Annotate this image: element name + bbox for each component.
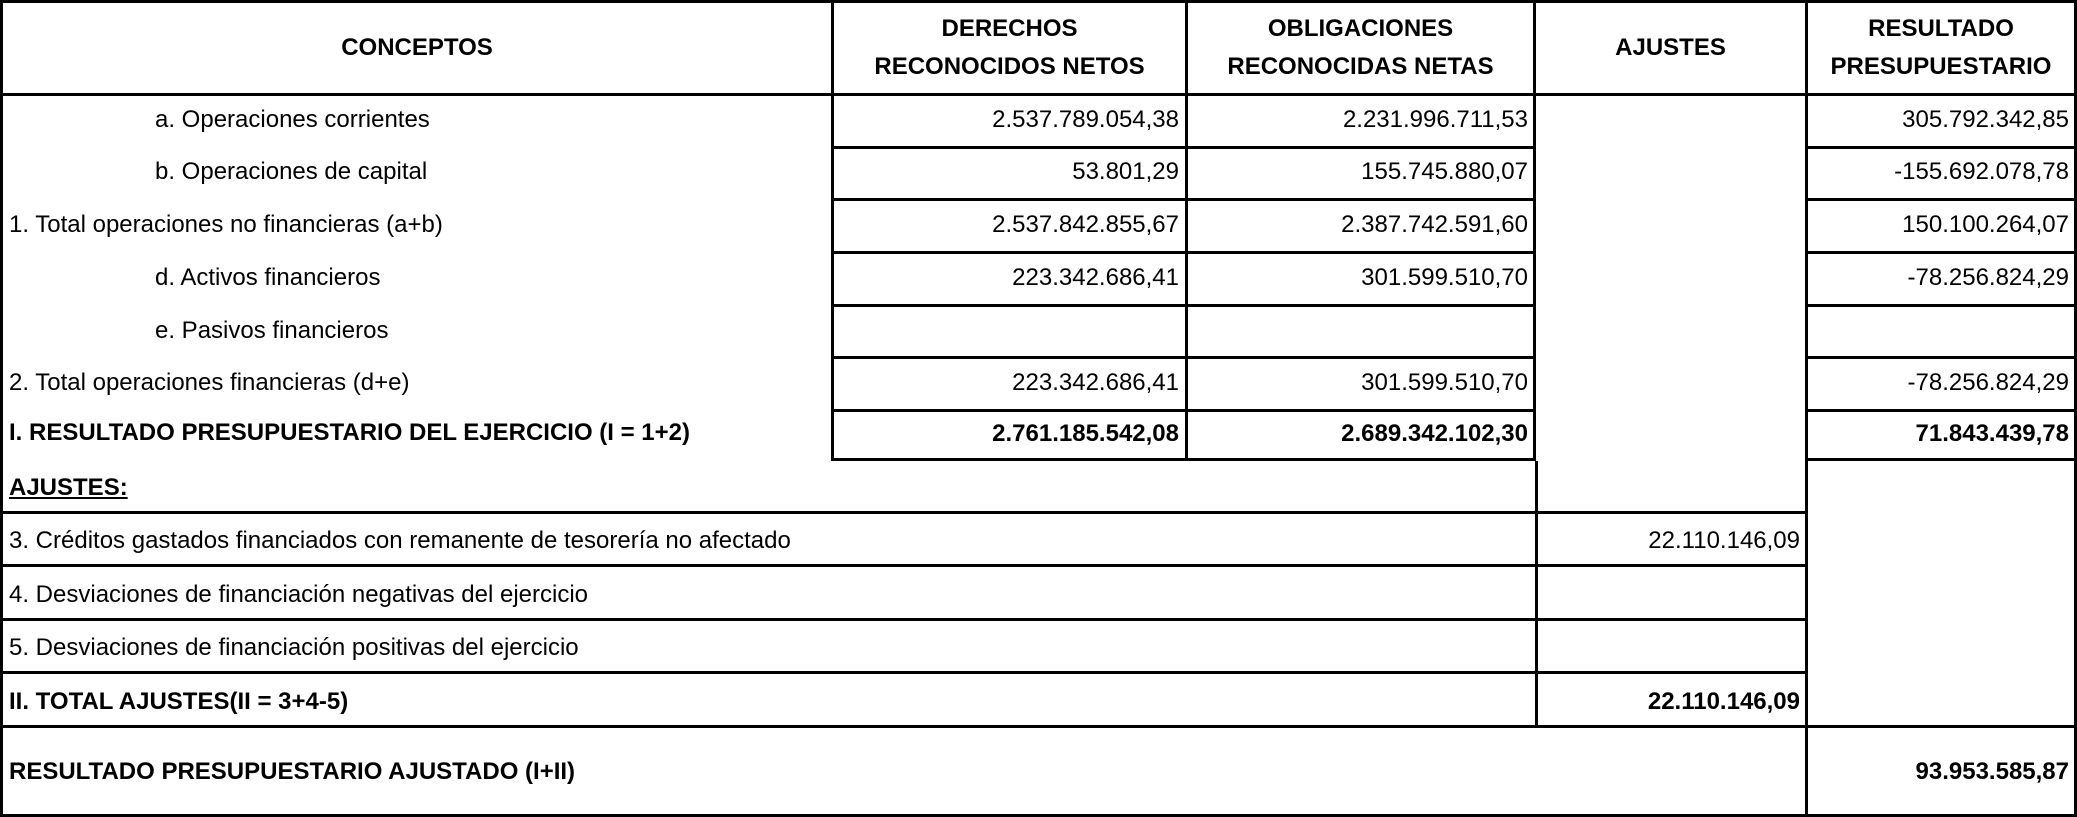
- total-ajustes-concepto: II. TOTAL AJUSTES(II = 3+4-5): [9, 688, 349, 715]
- header-obligaciones: OBLIGACIONES RECONOCIDAS NETAS: [1227, 15, 1494, 80]
- resultado-ejercicio-obligaciones: 2.689.342.102,30: [1341, 420, 1528, 447]
- header-conceptos: CONCEPTOS: [341, 34, 493, 61]
- row-concepto: e. Pasivos financieros: [155, 317, 389, 344]
- total-ajustes-importe: 22.110.146,09: [1647, 688, 1800, 715]
- header-resultado: RESULTADO PRESUPUESTARIO: [1830, 15, 2052, 80]
- row-resultado: 150.100.264,07: [1902, 211, 2069, 238]
- row-derechos: 2.537.789.054,38: [992, 106, 1179, 133]
- row-resultado: -78.256.824,29: [1907, 369, 2069, 396]
- row-derechos: 2.537.842.855,67: [992, 211, 1179, 238]
- resultado-ejercicio-derechos: 2.761.185.542,08: [992, 420, 1179, 447]
- row-concepto: b. Operaciones de capital: [155, 158, 428, 185]
- row-obligaciones: 301.599.510,70: [1361, 369, 1528, 396]
- ajuste-concepto: 5. Desviaciones de financiación positivas del ejercicio: [9, 634, 579, 661]
- row-obligaciones: 2.231.996.711,53: [1342, 106, 1528, 133]
- row-concepto: d. Activos financieros: [155, 264, 381, 291]
- row-obligaciones: 301.599.510,70: [1361, 264, 1528, 291]
- row-derechos: 53.801,29: [1072, 158, 1179, 185]
- header-derechos: DERECHOS RECONOCIDOS NETOS: [874, 15, 1145, 80]
- ajuste-concepto: 4. Desviaciones de financiación negativas del ejercicio: [9, 581, 588, 608]
- row-concepto: 2. Total operaciones financieras (d+e): [9, 369, 410, 396]
- resultado-ajustado-concepto: RESULTADO PRESUPUESTARIO AJUSTADO (I+II): [9, 758, 576, 785]
- resultado-ajustado-importe: 93.953.585,87: [1915, 758, 2069, 785]
- ajuste-importe: 22.110.146,09: [1648, 527, 1800, 554]
- row-derechos: 223.342.686,41: [1012, 264, 1179, 291]
- row-resultado: 305.792.342,85: [1902, 106, 2069, 133]
- ajustes-title: AJUSTES:: [9, 474, 128, 501]
- resultado-ejercicio-resultado: 71.843.439,78: [1915, 420, 2069, 447]
- resultado-ejercicio-concepto: I. RESULTADO PRESUPUESTARIO DEL EJERCICIO (I = 1+2): [9, 419, 691, 446]
- row-concepto: a. Operaciones corrientes: [155, 106, 430, 133]
- header-ajustes: AJUSTES: [1615, 34, 1726, 61]
- row-obligaciones: 2.387.742.591,60: [1341, 211, 1528, 238]
- row-resultado: -78.256.824,29: [1907, 264, 2069, 291]
- row-obligaciones: 155.745.880,07: [1361, 158, 1528, 185]
- row-resultado: -155.692.078,78: [1894, 158, 2069, 185]
- row-derechos: 223.342.686,41: [1012, 369, 1179, 396]
- row-concepto: 1. Total operaciones no financieras (a+b): [9, 211, 443, 238]
- ajuste-concepto: 3. Créditos gastados financiados con remanente de tesorería no afectado: [9, 527, 791, 554]
